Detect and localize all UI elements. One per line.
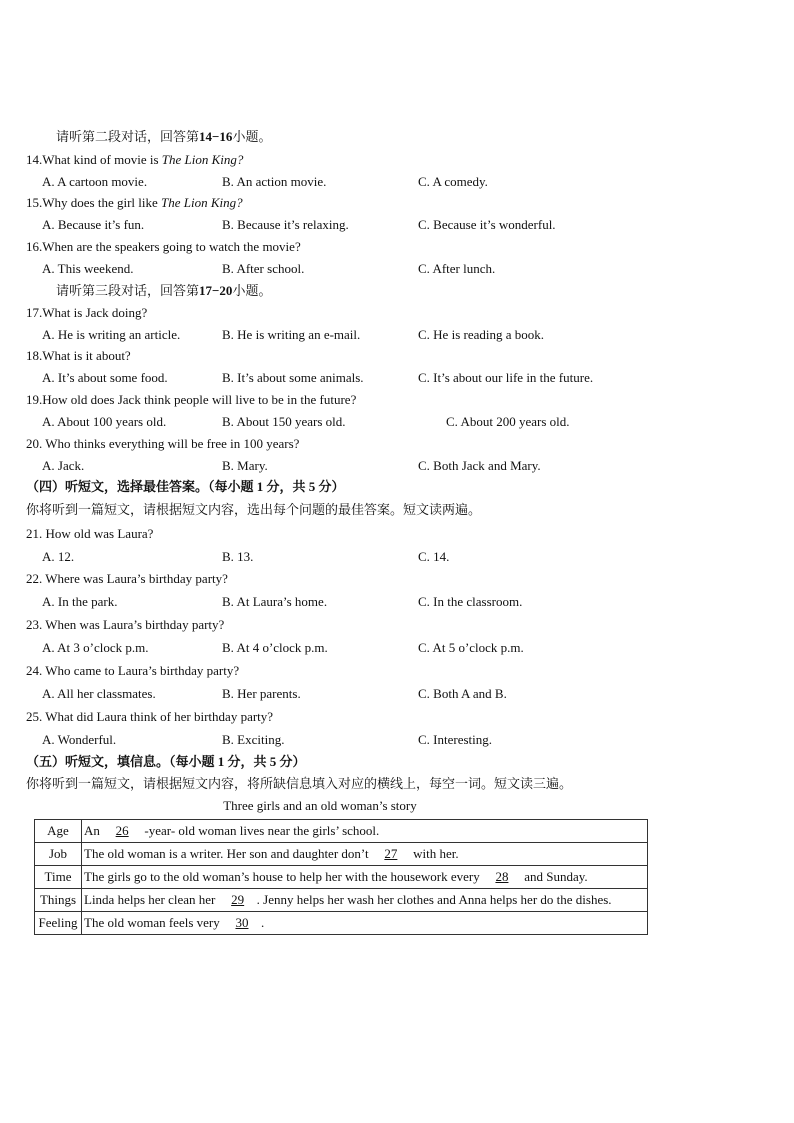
- row-text: -year- old woman lives near the girls’ school.: [141, 823, 380, 838]
- row-label: Things: [35, 889, 82, 912]
- row-text: The old woman is a writer. Her son and daughter don’t: [84, 846, 372, 861]
- q20-option-a[interactable]: A. Jack.: [42, 458, 85, 473]
- table-row: [35, 866, 648, 889]
- answer-blank-30[interactable]: 30: [235, 915, 249, 930]
- table-row: [35, 912, 648, 935]
- q19-option-a[interactable]: A. About 100 years old.: [42, 414, 167, 429]
- movie-title: The Lion King?: [161, 152, 244, 167]
- q22-option-c[interactable]: C. In the classroom.: [418, 594, 523, 609]
- row-content: [82, 820, 648, 843]
- q14-option-b[interactable]: B. An action movie.: [222, 174, 327, 189]
- question-text: Who thinks everything will be free in 100 years?: [42, 436, 300, 451]
- table-row: [35, 889, 648, 912]
- intro-prefix: 请听第三段对话，回答第: [56, 283, 200, 298]
- q19-option-c[interactable]: C. About 200 years old.: [446, 414, 570, 429]
- question-16: [26, 238, 301, 256]
- question-24: 24. Who came to Laura’s birthday party?: [26, 663, 240, 678]
- question-number: 18.: [26, 348, 43, 363]
- q14-option-c[interactable]: C. A comedy.: [418, 174, 488, 189]
- question-15: [26, 194, 243, 212]
- q15-option-c[interactable]: C. Because it’s wonderful.: [418, 217, 556, 232]
- row-content: [82, 866, 648, 889]
- table-row: [35, 843, 648, 866]
- row-label: Feeling: [35, 912, 82, 935]
- q21-option-a[interactable]: A. 12.: [42, 549, 75, 564]
- question-18: [26, 347, 131, 365]
- row-content: [82, 889, 648, 912]
- q18-option-c[interactable]: C. It’s about our life in the future.: [418, 370, 594, 385]
- question-25: 25. What did Laura think of her birthday party?: [26, 709, 274, 724]
- q16-option-a[interactable]: A. This weekend.: [42, 261, 134, 276]
- question-range: 14−16: [199, 129, 233, 144]
- row-text: Linda helps her clean her: [84, 892, 219, 907]
- q22-option-b[interactable]: B. At Laura’s home.: [222, 594, 328, 609]
- question-19: [26, 391, 356, 409]
- q24-option-c[interactable]: C. Both A and B.: [418, 686, 507, 701]
- q17-option-c[interactable]: C. He is reading a book.: [418, 327, 545, 342]
- question-14: [26, 151, 243, 169]
- row-content: [82, 912, 648, 935]
- intro-prefix: 请听第二段对话，回答第: [56, 129, 200, 144]
- question-number: 20.: [26, 436, 43, 451]
- q14-option-a[interactable]: A. A cartoon movie.: [42, 174, 148, 189]
- row-label: Job: [35, 843, 82, 866]
- question-text: Why does the girl like: [42, 195, 162, 210]
- section-5-instruction: 你将听到一篇短文，请根据短文内容，将所缺信息填入对应的横线上，每空一词。短文读三遍。: [26, 776, 573, 791]
- row-text: with her.: [409, 846, 459, 861]
- q25-option-b[interactable]: B. Exciting.: [222, 732, 285, 747]
- q21-option-c[interactable]: C. 14.: [418, 549, 450, 564]
- q15-option-a[interactable]: A. Because it’s fun.: [42, 217, 145, 232]
- intro-suffix: 小题。: [232, 129, 272, 144]
- table-caption: Three girls and an old woman’s story: [223, 798, 417, 813]
- q16-option-b[interactable]: B. After school.: [222, 261, 305, 276]
- answer-blank-28[interactable]: 28: [495, 869, 509, 884]
- row-content: [82, 843, 648, 866]
- question-21: 21. How old was Laura?: [26, 526, 154, 541]
- question-number: 19.: [26, 392, 43, 407]
- section-4-heading: （四）听短文，选择最佳答案。（每小题 1 分，共 5 分）: [26, 479, 345, 494]
- q25-option-c[interactable]: C. Interesting.: [418, 732, 493, 747]
- dialogue-3-intro: [56, 282, 271, 300]
- question-range: 17−20: [199, 283, 233, 298]
- story-info-table: [34, 819, 648, 935]
- row-text: The old woman feels very: [84, 915, 223, 930]
- dialogue-2-intro: [56, 128, 271, 146]
- answer-blank-26[interactable]: 26: [115, 823, 129, 838]
- q23-option-b[interactable]: B. At 4 o’clock p.m.: [222, 640, 328, 655]
- row-text: The girls go to the old woman’s house to help her with the housework every: [84, 869, 483, 884]
- row-text: and Sunday.: [520, 869, 588, 884]
- row-text: An: [84, 823, 104, 838]
- answer-blank-29[interactable]: 29: [231, 892, 245, 907]
- q17-option-a[interactable]: A. He is writing an article.: [42, 327, 181, 342]
- q25-option-a[interactable]: A. Wonderful.: [42, 732, 117, 747]
- q20-option-b[interactable]: B. Mary.: [222, 458, 268, 473]
- question-text: When are the speakers going to watch the movie?: [42, 239, 301, 254]
- q18-option-a[interactable]: A. It’s about some food.: [42, 370, 168, 385]
- q24-option-a[interactable]: A. All her classmates.: [42, 686, 156, 701]
- q22-option-a[interactable]: A. In the park.: [42, 594, 118, 609]
- question-text: What is it about?: [42, 348, 131, 363]
- table-row: [35, 820, 648, 843]
- question-text: What is Jack doing?: [42, 305, 148, 320]
- intro-suffix: 小题。: [232, 283, 272, 298]
- section-5-heading: （五）听短文，填信息。（每小题 1 分，共 5 分）: [26, 754, 306, 769]
- question-20: [26, 435, 299, 453]
- q15-option-b[interactable]: B. Because it’s relaxing.: [222, 217, 349, 232]
- question-23: 23. When was Laura’s birthday party?: [26, 617, 225, 632]
- q24-option-b[interactable]: B. Her parents.: [222, 686, 301, 701]
- q21-option-b[interactable]: B. 13.: [222, 549, 254, 564]
- row-label: Age: [35, 820, 82, 843]
- question-number: 15.: [26, 195, 43, 210]
- q23-option-c[interactable]: C. At 5 o’clock p.m.: [418, 640, 524, 655]
- question-number: 16.: [26, 239, 43, 254]
- question-17: [26, 304, 147, 322]
- question-text: How old does Jack think people will live to be in the future?: [42, 392, 357, 407]
- movie-title: The Lion King?: [161, 195, 243, 210]
- question-22: 22. Where was Laura’s birthday party?: [26, 571, 228, 586]
- q19-option-b[interactable]: B. About 150 years old.: [222, 414, 346, 429]
- question-number: 17.: [26, 305, 43, 320]
- q16-option-c[interactable]: C. After lunch.: [418, 261, 496, 276]
- q23-option-a[interactable]: A. At 3 o’clock p.m.: [42, 640, 149, 655]
- section-4-instruction: 你将听到一篇短文，请根据短文内容，选出每个问题的最佳答案。短文读两遍。: [26, 502, 482, 517]
- answer-blank-27[interactable]: 27: [384, 846, 398, 861]
- q20-option-c[interactable]: C. Both Jack and Mary.: [418, 458, 541, 473]
- row-text: .: [260, 915, 265, 930]
- q18-option-b[interactable]: B. It’s about some animals.: [222, 370, 364, 385]
- question-text: What kind of movie is: [42, 152, 162, 167]
- question-number: 14.: [26, 152, 43, 167]
- q17-option-b[interactable]: B. He is writing an e-mail.: [222, 327, 361, 342]
- row-label: Time: [35, 866, 82, 889]
- row-text: . Jenny helps her wash her clothes and Anna helps her do the dishes.: [256, 892, 612, 907]
